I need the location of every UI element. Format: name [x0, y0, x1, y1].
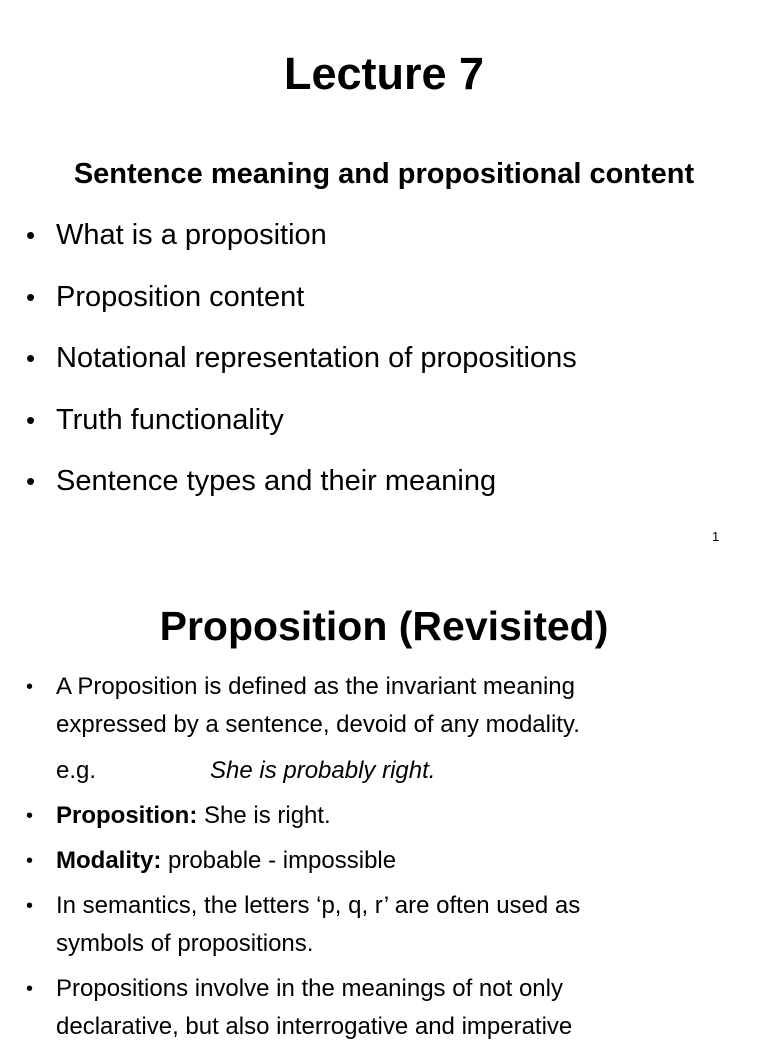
bullet-icon: •	[26, 805, 34, 827]
list-item	[26, 842, 746, 880]
list-item	[26, 970, 746, 1046]
bullet-icon: •	[26, 978, 34, 1000]
list-item-text-line: Propositions involve in the meanings of not only	[56, 975, 563, 1002]
list-item	[26, 338, 577, 378]
list-item-text: What is a proposition	[56, 219, 327, 251]
bullet-icon: •	[26, 343, 36, 373]
term-label: Proposition:	[56, 802, 198, 829]
slide-subtitle: Sentence meaning and propositional content	[73, 158, 695, 190]
bullet-icon: •	[26, 895, 34, 917]
list-item	[26, 668, 746, 790]
slide-title: Lecture 7	[283, 48, 485, 99]
list-item-text: Sentence types and their meaning	[56, 465, 497, 497]
list-item-text-line: In semantics, the letters ‘p, q, r’ are often used as	[56, 892, 581, 919]
term-definition: probable - impossible	[161, 847, 397, 874]
term-label: Modality:	[56, 847, 162, 874]
list-item	[26, 215, 577, 255]
example-row	[56, 752, 746, 790]
list-item	[26, 277, 577, 317]
list-item-text: Notational representation of propositions	[56, 342, 577, 374]
bullet-icon: •	[26, 404, 36, 435]
page-number: 1	[712, 529, 720, 544]
list-item	[26, 400, 577, 440]
list-item-text-line: A Proposition is defined as the invariant meaning	[56, 673, 575, 700]
bullet-icon: •	[26, 676, 34, 698]
bullet-icon: •	[26, 220, 36, 250]
bullet-icon: •	[26, 281, 36, 312]
term-definition: She is right.	[197, 802, 331, 829]
slide-2	[0, 560, 768, 1040]
bullet-list	[26, 215, 577, 523]
slide-title: Proposition (Revisited)	[159, 603, 609, 649]
list-item-text-line: expressed by a sentence, devoid of any modality.	[56, 711, 580, 738]
list-item-text-line: symbols of propositions.	[56, 930, 314, 957]
list-item-text: Proposition content	[56, 280, 305, 313]
list-item-text-line: declarative, but also interrogative and imperative	[56, 1013, 573, 1040]
bullet-list	[26, 668, 746, 1053]
list-item	[26, 887, 746, 963]
bullet-icon: •	[26, 466, 36, 496]
example-sentence: She is probably right.	[210, 757, 436, 784]
example-label: e.g.	[56, 757, 97, 784]
bullet-icon: •	[26, 850, 34, 872]
list-item-text: Truth functionality	[56, 403, 284, 436]
list-item	[26, 461, 577, 501]
list-item	[26, 797, 746, 835]
